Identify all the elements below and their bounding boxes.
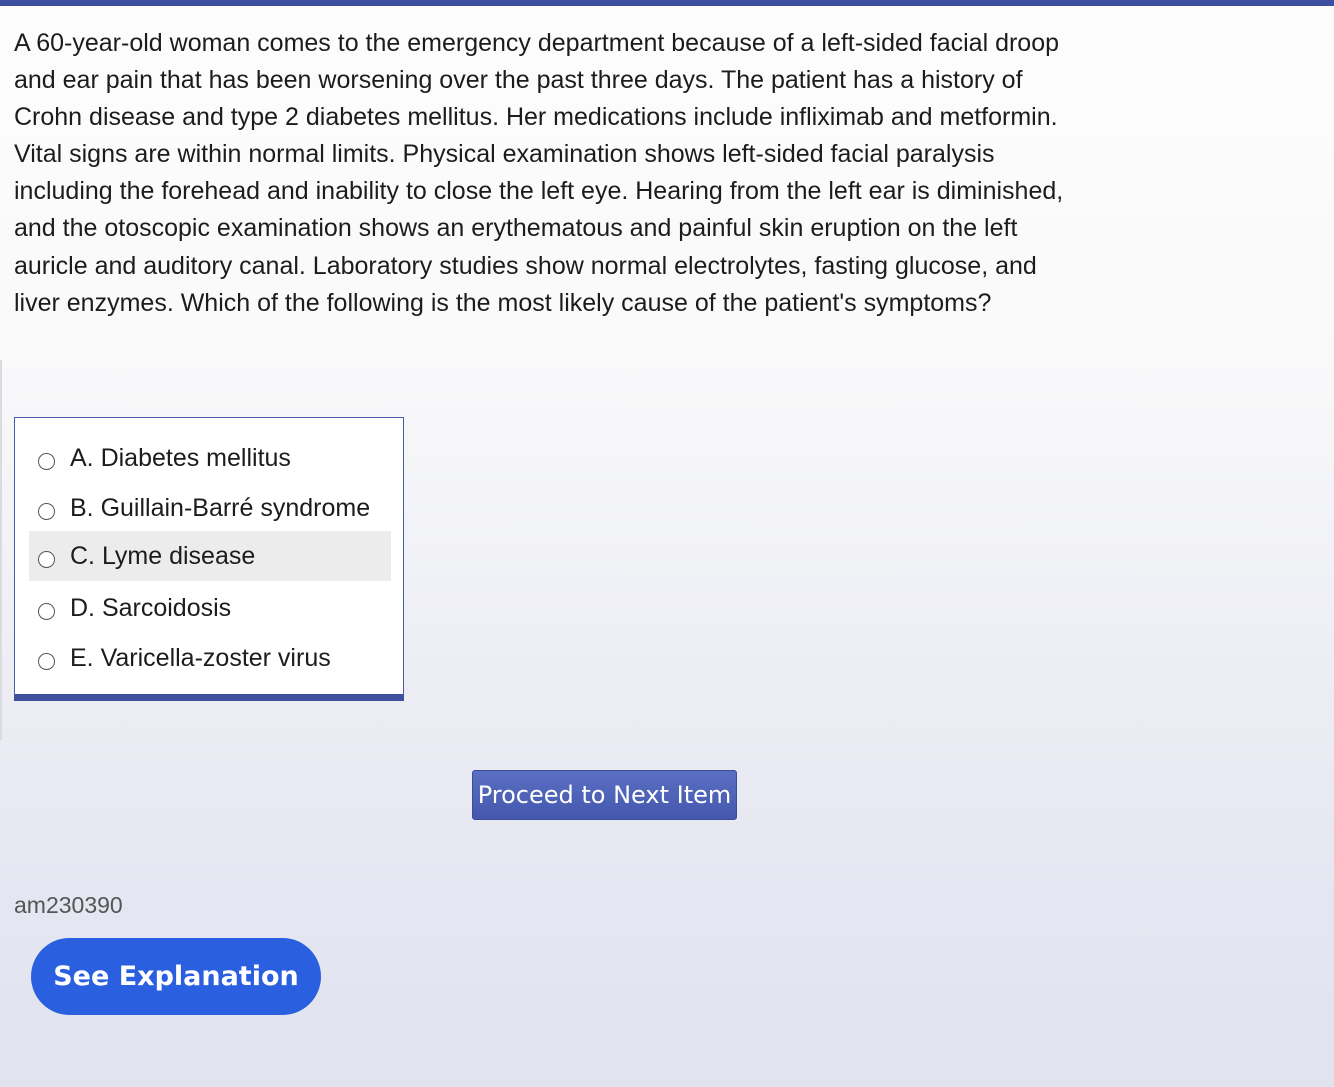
answer-choice-label: A. Diabetes mellitus <box>70 443 291 472</box>
radio-d[interactable] <box>38 603 55 620</box>
answer-choice-a[interactable] <box>29 433 391 483</box>
radio-b[interactable] <box>38 503 55 520</box>
radio-e[interactable] <box>38 653 55 670</box>
top-accent-bar <box>0 0 1334 6</box>
answer-choice-e[interactable] <box>29 633 391 683</box>
answer-choice-label: E. Varicella-zoster virus <box>70 643 331 672</box>
answer-choice-label: C. Lyme disease <box>70 541 256 570</box>
answer-choice-label: B. Guillain-Barré syndrome <box>70 493 371 522</box>
answer-choice-c[interactable] <box>29 531 391 581</box>
left-edge-divider <box>0 360 2 740</box>
radio-a[interactable] <box>38 453 55 470</box>
answer-choice-label: D. Sarcoidosis <box>70 593 232 622</box>
see-explanation-button[interactable]: See Explanation <box>31 938 321 1015</box>
item-id: am230390 <box>14 892 123 918</box>
answer-choice-b[interactable] <box>29 483 391 533</box>
answer-choices-panel <box>14 417 404 701</box>
radio-c[interactable] <box>38 551 55 568</box>
proceed-next-item-button[interactable]: Proceed to Next Item <box>472 770 737 820</box>
question-stem: A 60-year-old woman comes to the emergency department because of a left-sided facial droop and ear pain that has been worsening over the past three days. The patient has a history of Crohn disease and type 2 diabetes mellitus. Her medications include infliximab and metformin. Vital signs are within normal limits. Physical examination shows left-sided facial paralysis including the forehead and inability to close the left eye. Hearing from the left ear is diminished, and the otoscopic examination shows an erythematous and painful skin eruption on the left auricle and auditory canal. Laboratory studies show normal electrolytes, fasting glucose, and liver enzymes. Which of the following is the most likely cause of the patient's symptoms? <box>14 29 1064 317</box>
answer-choice-d[interactable] <box>29 583 391 633</box>
